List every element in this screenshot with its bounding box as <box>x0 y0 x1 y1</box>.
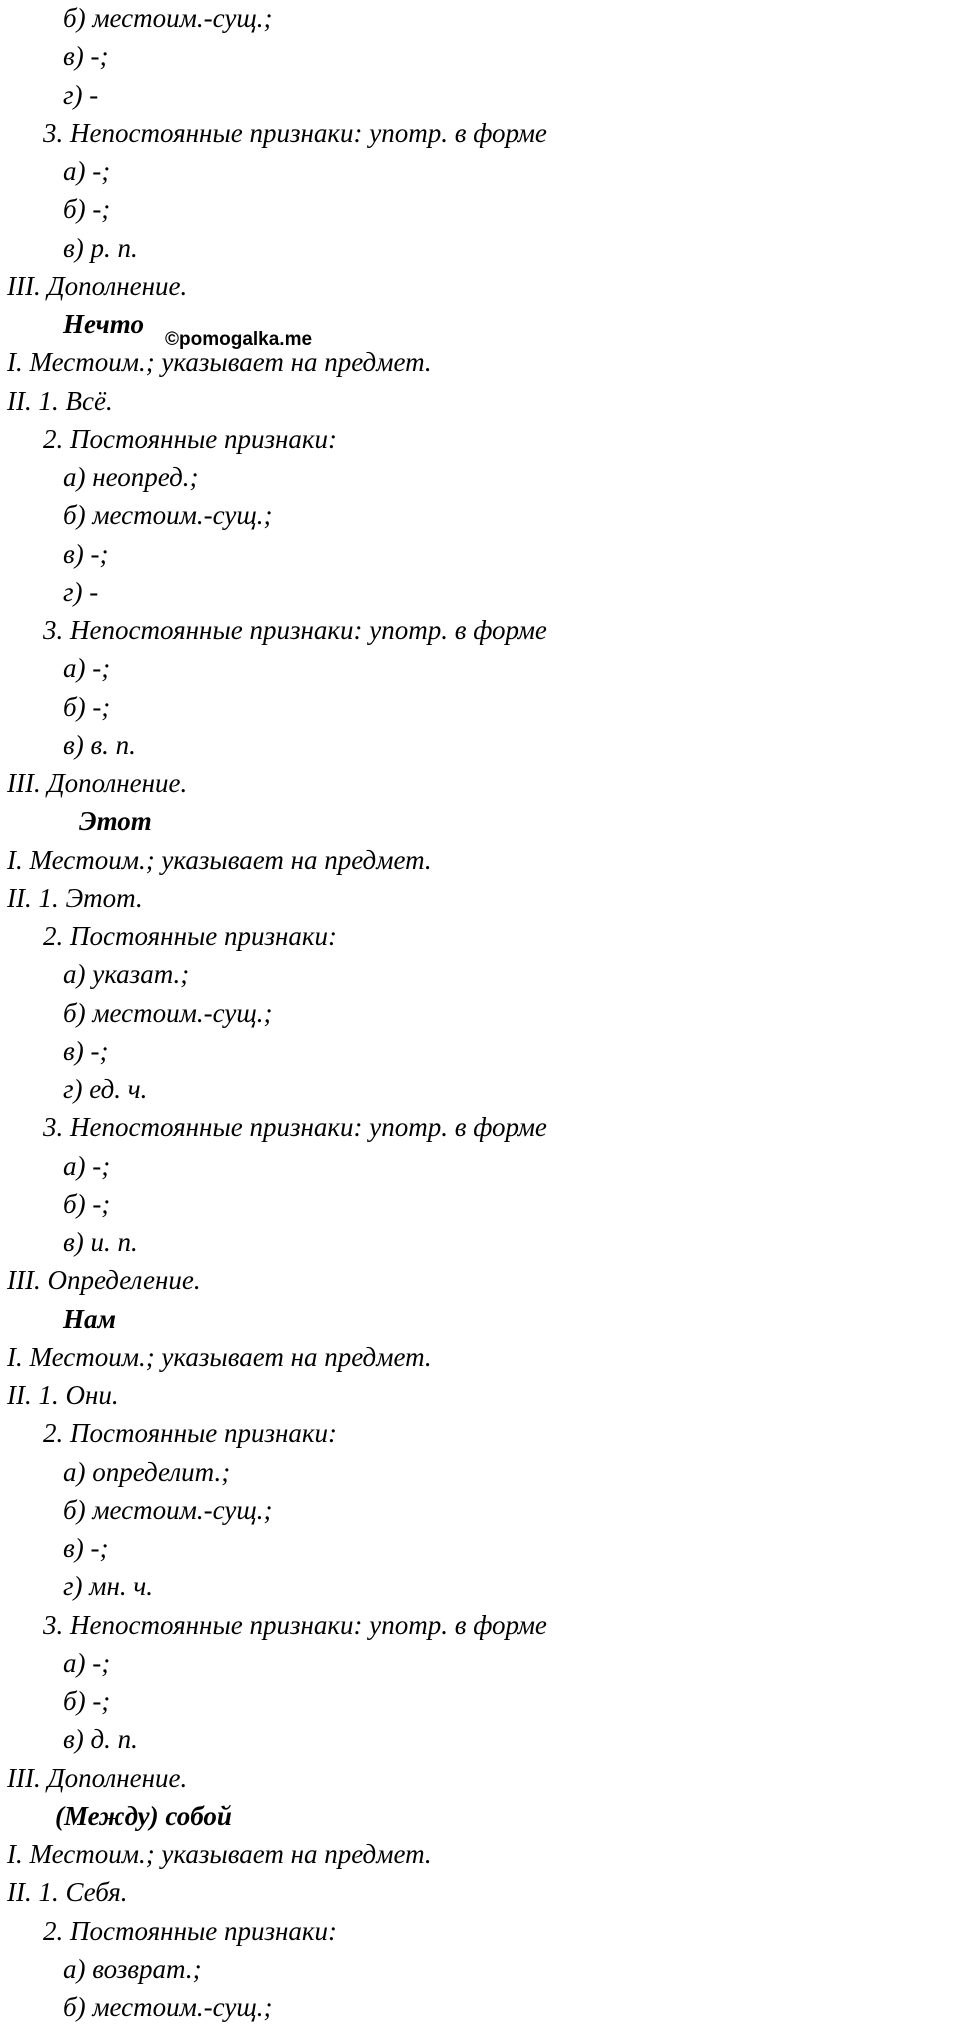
word-heading: Нам <box>63 1304 116 1334</box>
analysis-line: 2. Постоянные признаки: <box>43 1418 338 1448</box>
analysis-line: б) местоим.-сущ.; <box>63 1495 273 1525</box>
analysis-line: III. Дополнение. <box>7 271 188 301</box>
analysis-line: в) р. п. <box>63 233 138 263</box>
analysis-line: III. Определение. <box>7 1265 201 1295</box>
analysis-line: а) -; <box>63 156 111 186</box>
analysis-line: а) -; <box>63 1151 111 1181</box>
analysis-line: 3. Непостоянные признаки: употр. в форме <box>43 118 547 148</box>
watermark: ©pomogalka.me <box>165 329 313 350</box>
analysis-line: II. 1. Себя. <box>7 1877 128 1907</box>
word-heading: (Между) собой <box>55 1801 232 1831</box>
analysis-line: б) -; <box>63 1686 111 1716</box>
analysis-line: II. 1. Они. <box>7 1380 119 1410</box>
analysis-line: б) -; <box>63 692 111 722</box>
analysis-line: III. Дополнение. <box>7 768 188 798</box>
analysis-line: в) в. п. <box>63 730 136 760</box>
analysis-line: в) д. п. <box>63 1724 138 1754</box>
word-heading: Нечто <box>63 309 144 339</box>
analysis-line: 3. Непостоянные признаки: употр. в форме <box>43 1610 547 1640</box>
analysis-line: 3. Непостоянные признаки: употр. в форме <box>43 615 547 645</box>
analysis-line: г) - <box>63 577 99 607</box>
analysis-line: I. Местоим.; указывает на предмет. <box>7 1839 432 1869</box>
analysis-line: г) мн. ч. <box>63 1571 154 1601</box>
analysis-line: II. 1. Всё. <box>7 386 113 416</box>
analysis-line: III. Дополнение. <box>7 1763 188 1793</box>
analysis-line: в) -; <box>63 1036 109 1066</box>
analysis-line: в) и. п. <box>63 1227 138 1257</box>
analysis-line: б) местоим.-сущ.; <box>63 1992 273 2022</box>
analysis-line: 2. Постоянные признаки: <box>43 424 338 454</box>
analysis-line: 3. Непостоянные признаки: употр. в форме <box>43 1112 547 1142</box>
analysis-line: а) неопред.; <box>63 462 199 492</box>
analysis-line: а) возврат.; <box>63 1954 202 1984</box>
analysis-line: в) -; <box>63 41 109 71</box>
analysis-line: б) местоим.-сущ.; <box>63 3 273 33</box>
analysis-line: 2. Постоянные признаки: <box>43 921 338 951</box>
analysis-line: в) -; <box>63 539 109 569</box>
analysis-line: б) местоим.-сущ.; <box>63 500 273 530</box>
analysis-line: б) -; <box>63 194 111 224</box>
analysis-line: а) определит.; <box>63 1457 231 1487</box>
analysis-line: в) -; <box>63 1533 109 1563</box>
analysis-line: г) ед. ч. <box>63 1074 148 1104</box>
analysis-line: б) местоим.-сущ.; <box>63 998 273 1028</box>
analysis-line: 2. Постоянные признаки: <box>43 1916 338 1946</box>
analysis-line: а) -; <box>63 1648 111 1678</box>
analysis-line: II. 1. Этот. <box>7 883 143 913</box>
analysis-line: а) указат.; <box>63 959 190 989</box>
analysis-line: I. Местоим.; указывает на предмет. <box>7 845 432 875</box>
analysis-line: I. Местоим.; указывает на предмет. <box>7 347 432 377</box>
analysis-line: г) - <box>63 80 99 110</box>
word-heading: Этот <box>79 806 152 836</box>
analysis-line: I. Местоим.; указывает на предмет. <box>7 1342 432 1372</box>
analysis-line: а) -; <box>63 653 111 683</box>
analysis-line: б) -; <box>63 1189 111 1219</box>
